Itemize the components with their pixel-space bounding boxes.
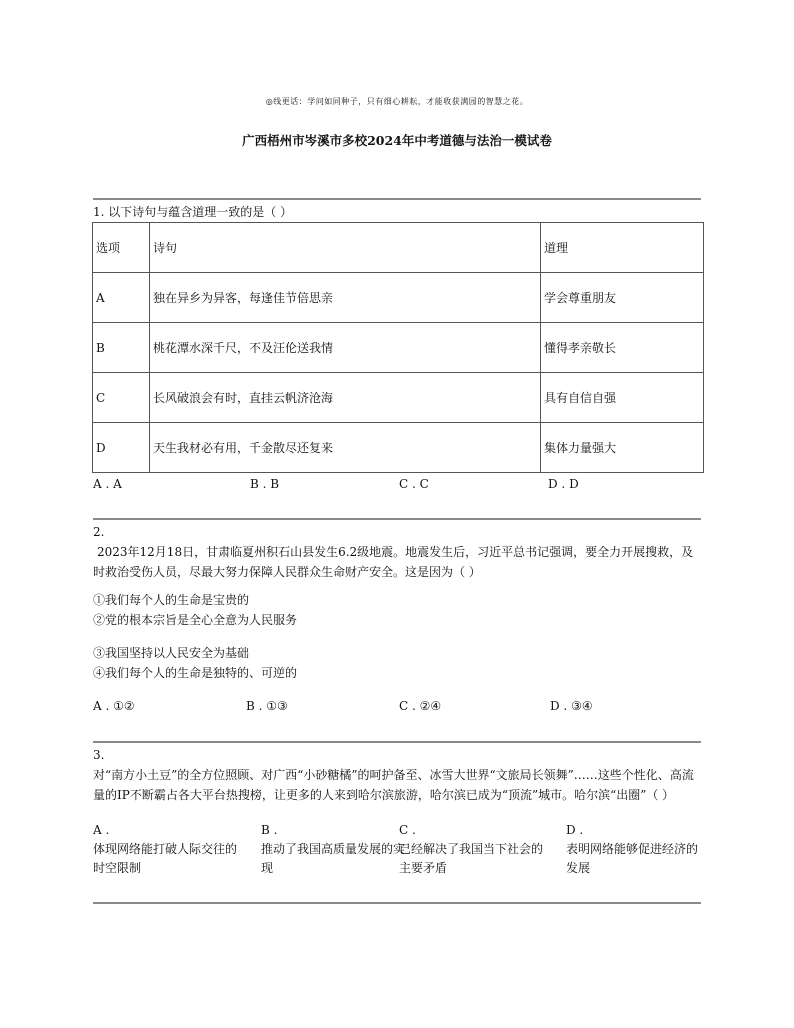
table-row [93,423,704,473]
option-c[interactable]: C . C [399,477,429,491]
question-2-number: 2. [93,525,105,539]
option-a[interactable]: A . ①② [93,699,135,713]
question-2 [93,522,703,582]
table-header-cell: 选项 [93,223,150,273]
statement-1: ①我们每个人的生命是宝贵的 [93,593,250,607]
statement-3: ③我国坚持以人民安全为基础 [93,646,250,660]
option-c[interactable]: C . ②④ [399,699,442,713]
option-d[interactable]: D . ③④ [550,699,593,713]
table-cell: C [93,373,150,423]
divider-q3 [93,741,701,743]
question-3-number: 3. [93,748,105,762]
option-text: 体现网络能打破人际交往的时空限制 [93,842,238,875]
option-a[interactable] [93,821,243,878]
question-3 [93,745,703,805]
option-text: 表明网络能够促进经济的发展 [566,842,699,875]
option-d[interactable]: D . D [548,477,579,491]
table-cell: 集体力量强大 [541,423,704,473]
option-letter: B . [261,823,278,837]
table-cell: 桃花潭水深千尺，不及汪伦送我情 [150,323,541,373]
option-letter: C . [399,823,416,837]
divider-end [93,902,701,904]
table-row [93,323,704,373]
table-cell: 独在异乡为异客，每逢佳节倍思亲 [150,273,541,323]
option-c[interactable] [399,821,549,878]
divider-q1 [93,198,701,200]
option-letter: A . [93,823,110,837]
table-header-cell: 诗句 [150,223,541,273]
option-a[interactable]: A . A [93,477,122,491]
table-cell: A [93,273,150,323]
table-cell: 天生我材必有用，千金散尽还复来 [150,423,541,473]
table-cell: 学会尊重朋友 [541,273,704,323]
divider-q2 [93,518,701,520]
document-title: 广西梧州市岑溪市多校2024年中考道德与法治一模试卷 [242,133,552,148]
question-2-stem: 2023年12月18日，甘肃临夏州积石山县发生6.2级地震。地震发生后，习近平总书记强调，要全力开展搜救，及时救治受伤人员，尽最大努力保障人民群众生命财产安全。这是因为（ ） [93,545,694,579]
table-row [93,373,704,423]
question-3-stem: 对“南方小土豆”的全方位照顾、对广西“小砂糖橘”的呵护备至、冰雪大世界“文旅局长领舞”……这些个性化、高流量的IP不断霸占各大平台热搜榜，让更多的人来到哈尔滨旅游，哈尔滨已成为“顶流”城市。哈尔滨“出圈”（ ） [93,768,694,802]
table-header-row [93,223,704,273]
table-cell: B [93,323,150,373]
option-b[interactable]: B . ①③ [246,699,288,713]
header-note: ◎线更话：学问如同种子，只有细心耕耘，才能收获满园的智慧之花。 [265,97,529,106]
table-cell: D [93,423,150,473]
option-b[interactable]: B . B [250,477,280,491]
statement-4: ④我们每个人的生命是独特的、可逆的 [93,666,298,680]
table-cell: 长风破浪会有时，直挂云帆济沧海 [150,373,541,423]
question-1 [93,202,703,222]
option-letter: D . [566,823,584,837]
option-text: 已经解决了我国当下社会的主要矛盾 [399,842,544,875]
table-cell: 懂得孝亲敬长 [541,323,704,373]
question-1-stem: 1. 以下诗句与蕴含道理一致的是（ ） [93,205,293,219]
table-row [93,273,704,323]
table-header-cell: 道理 [541,223,704,273]
statement-2: ②党的根本宗旨是全心全意为人民服务 [93,613,298,627]
option-d[interactable] [566,821,706,878]
question-1-table [92,222,704,473]
table-cell: 具有自信自强 [541,373,704,423]
option-b[interactable] [261,821,411,878]
option-text: 推动了我国高质量发展的实现 [261,842,406,875]
